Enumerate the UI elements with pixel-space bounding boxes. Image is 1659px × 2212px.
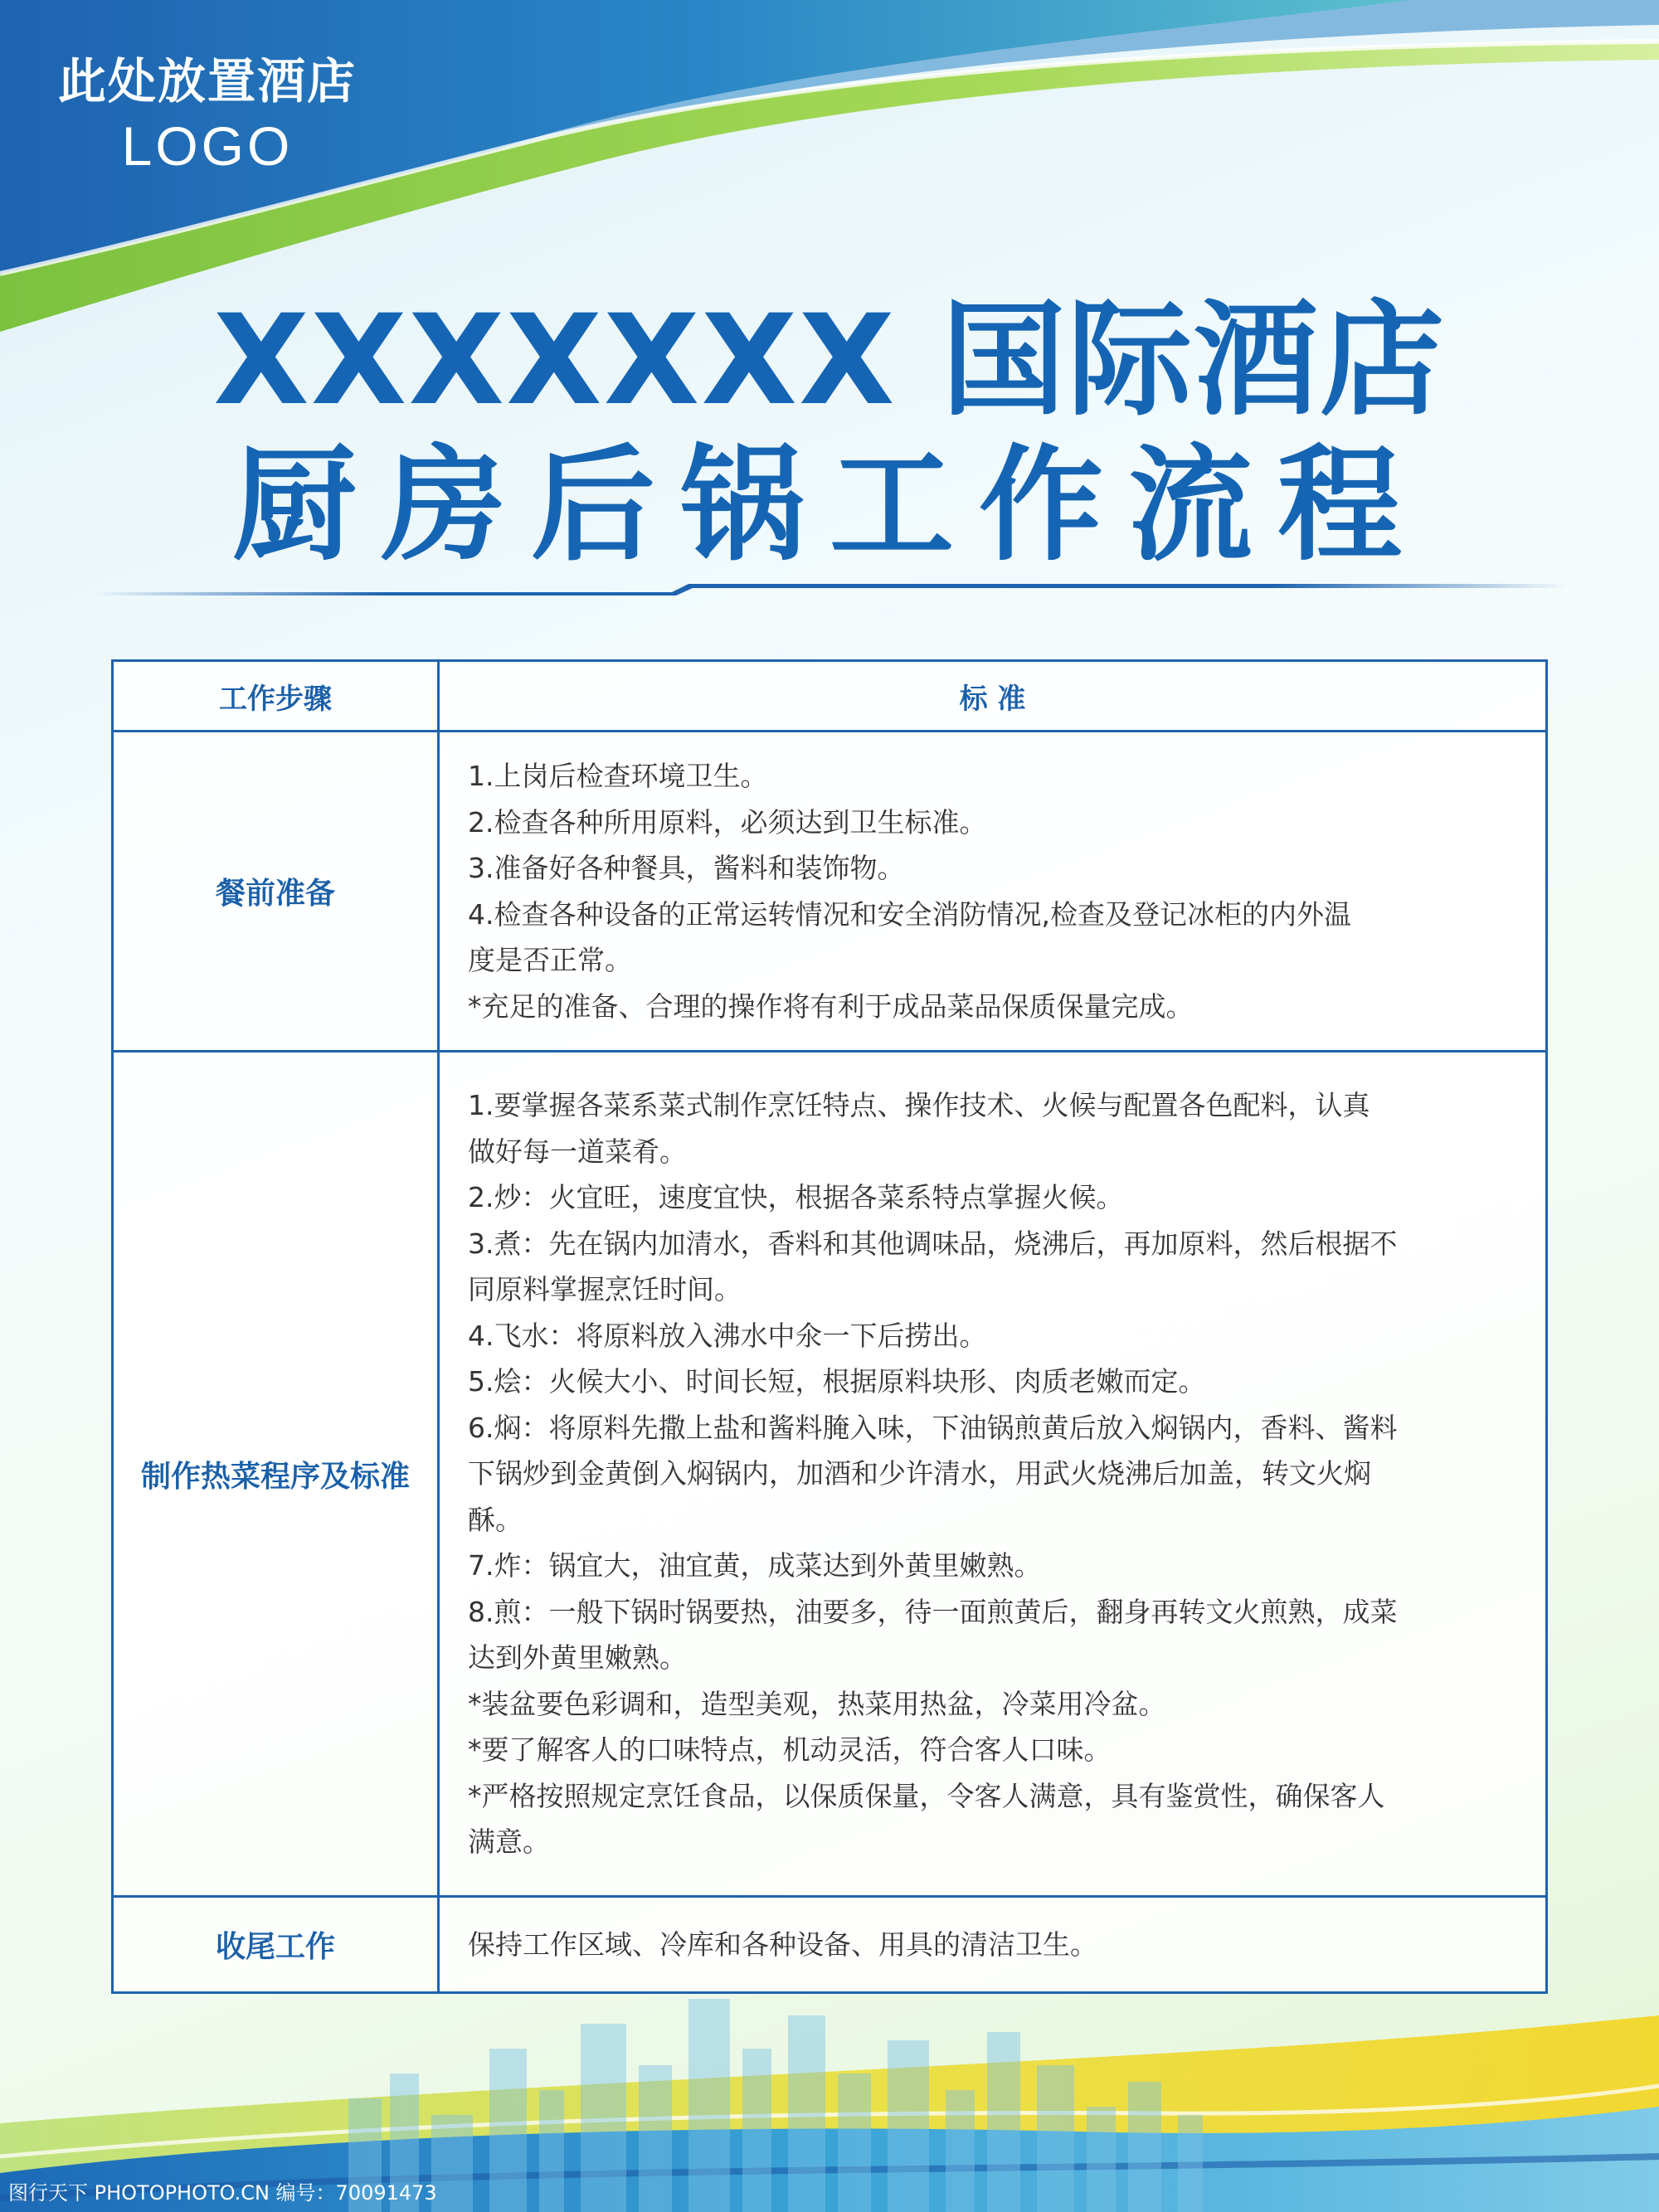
- hotel-logo-placeholder: [50, 50, 365, 179]
- standard-line: 做好每一道菜肴。: [468, 1135, 687, 1168]
- logo-label: LOGO: [121, 115, 294, 177]
- standard-line: 8.煎：一般下锅时锅要热，油要多，待一面煎黄后，翻身再转文火煎熟，成菜: [468, 1595, 1398, 1628]
- standard-cell: [439, 1897, 1547, 1993]
- standard-line: 4.检查各种设备的正常运转情况和安全消防情况,检查及登记冰柜的内外温: [468, 897, 1351, 931]
- logo-text: 此处放置酒店: [57, 53, 357, 109]
- workflow-title: 厨房后锅工作流程: [231, 434, 1427, 578]
- standard-line: *充足的准备、合理的操作将有利于成品菜品保质保量完成。: [468, 989, 1194, 1023]
- table-row: [113, 732, 1547, 1052]
- standard-line: *要了解客人的口味特点，机动灵活，符合客人口味。: [468, 1733, 1112, 1767]
- standard-line: 1.上岗后检查环境卫生。: [468, 760, 768, 792]
- standard-cell: [439, 1052, 1547, 1897]
- standard-line: 度是否正常。: [468, 944, 632, 976]
- standard-line: 3.准备好各种餐具，酱料和装饰物。: [468, 852, 905, 884]
- city-skyline: [0, 1974, 1659, 2212]
- standard-line: 3.煮：先在锅内加清水，香料和其他调味品，烧沸后，再加原料，然后根据不: [468, 1227, 1398, 1260]
- standard-line: *装盆要色彩调和，造型美观，热菜用热盆，冷菜用冷盆。: [468, 1687, 1166, 1720]
- header-standard: 标 准: [439, 661, 1547, 732]
- table-row: [113, 1052, 1547, 1897]
- header-step: 工作步骤: [113, 661, 439, 732]
- title-underline: [91, 581, 1568, 597]
- standard-line: 下锅炒到金黄倒入焖锅内，加酒和少许清水，用武火烧沸后加盖，转文火焖: [468, 1457, 1371, 1490]
- standard-line: 2.炒：火宜旺，速度宜快，根据各菜系特点掌握火候。: [468, 1181, 1124, 1214]
- standard-line: *严格按照规定烹饪食品，以保质保量，令客人满意，具有鉴赏性，确保客人: [468, 1779, 1385, 1812]
- workflow-table: [111, 659, 1548, 1994]
- standard-line: 保持工作区域、冷库和各种设备、用具的清洁卫生。: [468, 1928, 1097, 1961]
- standard-line: 5.烩：火候大小、时间长短，根据原料块形、肉质老嫩而定。: [468, 1365, 1206, 1398]
- step-name: 餐前准备: [113, 732, 439, 1052]
- standard-line: 满意。: [468, 1826, 550, 1859]
- standard-line: 4.飞水：将原料放入沸水中氽一下后捞出。: [468, 1319, 987, 1352]
- standard-cell: [439, 732, 1547, 1052]
- table-row: [113, 1897, 1547, 1993]
- step-name: 收尾工作: [113, 1897, 439, 1993]
- hotel-name-title: XXXXXXX 国际酒店: [213, 289, 1446, 433]
- source-watermark: 图行天下 PHOTOPHOTO.CN 编号：70091473: [8, 2181, 437, 2205]
- standard-line: 酥。: [468, 1503, 523, 1536]
- standard-line: 同原料掌握烹饪时间。: [468, 1273, 742, 1306]
- standard-line: 7.炸：锅宜大，油宜黄，成菜达到外黄里嫩熟。: [468, 1549, 1042, 1582]
- table-header-row: [113, 661, 1547, 732]
- step-name: 制作热菜程序及标准: [113, 1052, 439, 1897]
- standard-line: 1.要掌握各菜系菜式制作烹饪特点、操作技术、火候与配置各色配料，认真: [468, 1089, 1370, 1122]
- standard-line: 2.检查各种所用原料，必须达到卫生标准。: [468, 805, 987, 839]
- standard-line: 达到外黄里嫩熟。: [468, 1641, 687, 1675]
- standard-line: 6.焖：将原料先撒上盐和酱料腌入味，下油锅煎黄后放入焖锅内，香料、酱料: [468, 1411, 1398, 1444]
